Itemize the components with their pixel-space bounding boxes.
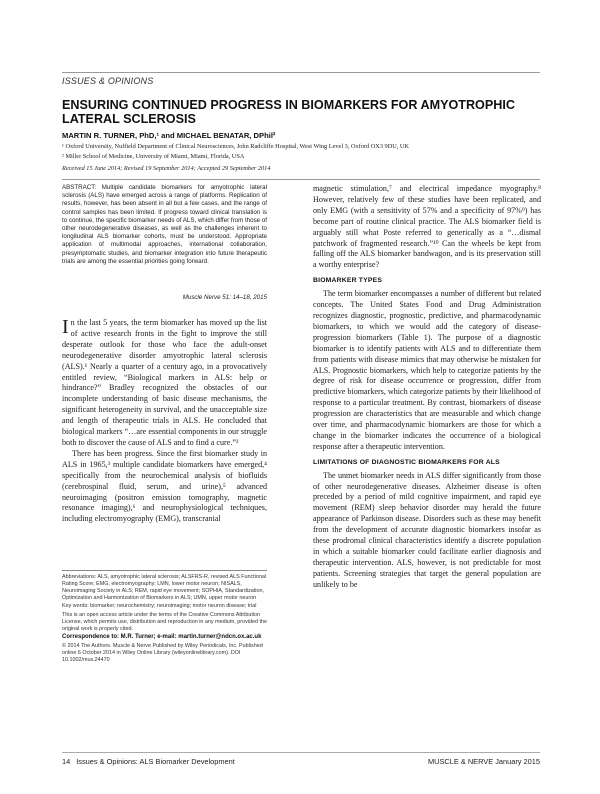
biomarker-types-paragraph: The term biomarker encompasses a number of different but related concepts. The United States Food and Drug Administration recognizes diagnostic, prognostic, predictive, and pharmacodynamic biomarkers, to which we would add the category of disease-progression biomarkers (Table 1). The purpose of a diagnostic biomarker is to identify patients with ALS and to differentiate them from patients with disease mimics that may otherwise be mistaken for ALS. Prognostic biomarkers, which help to categorize patients by the degree of risk for disease occurrence or progression, differ from predictive biomarkers, which categorize patients by their likelihood of response to a particular treatment. By contrast, biomarkers of disease progression are characteristics that are measurable and which change over time, and pharmacodynamic biomarkers are those for which a change in the biomarker indicates the occurrence of a biological response after a therapeutic intervention. [313,289,541,451]
article-title: ENSURING CONTINUED PROGRESS IN BIOMARKERS FOR AMYOTROPHIC LATERAL SCLEROSIS [62,98,515,126]
section-label: ISSUES & OPINIONS [62,76,154,86]
affiliation-2: ² Miller School of Medicine, University of Miami, Miami, Florida, USA [62,153,245,160]
license-note: This is an open access article under the terms of the Creative Commons Attribution License, which permits use, distribution and reproduction in any medium, provided the original work is properly cited. [62,611,267,632]
article-authors: MARTIN R. TURNER, PhD,¹ and MICHAEL BENATAR, DPhil² [62,131,276,140]
running-title: Issues & Opinions: ALS Biomarker Development [76,757,235,766]
top-rule [62,72,540,73]
affiliation-1: ¹ Oxford University, Nuffield Department of Clinical Neurosciences, John Radcliffe Hospital, West Wing Level 3, Oxford OX3 9DU, UK [62,143,410,150]
header-separator [62,179,540,180]
abstract: ABSTRACT: Multiple candidate biomarkers for amyotrophic lateral sclerosis (ALS) have emerged across a range of platforms. Replication of results, however, has been absent in all but a few cases, and the range of control samples has been limited. If progress toward clinical translation is to continue, the specific biomarker needs of ALS, which differ from those of other neurodegenerative diseases, as well as the challenges inherent to longitudinal ALS biomarker cohorts, must be understood. Appropriate application of multimodal approaches, international collaboration, presymptomatic studies, and biomarker integration into future therapeutic trials are among the essential priorities going forward. [62,184,267,265]
footer-right: MUSCLE & NERVE January 2015 [427,757,540,766]
limitations-paragraph: The unmet biomarker needs in ALS differ significantly from those of other neurodegenerative diseases. Alzheimer disease is often preceded by a period of mild cognitive impairment, and rapid eye movement (REM) sleep behavior disorder may herald the future appearance of Parkinson disease. Disorders such as these may benefit from the development of accurate diagnostic biomarkers insofar as these prodromal clinical characteristics identify a discrete population in which a suitable biomarker could facilitate earlier diagnosis and therapeutic intervention. ALS, however, is not predictable for most patients. Screening strategies that target the general population are unlikely to be [313,470,541,589]
body-column-right [313,184,541,591]
copyright-note: © 2014 The Authors. Muscle & Nerve Published by Wiley Periodicals, Inc. Published online 6 October 2014 in Wiley Online Library (wileyonlinelibrary.com). DOI 10.1002/mus.24470 [62,642,263,663]
intro-paragraph: In the last 5 years, the term biomarker has moved up the list of active research fronts in the fight to improve the still desperate outlook for those who face the adult-onset neurodegenerative disorder amyotrophic lateral sclerosis (ALS).¹ Nearly a quarter of a century ago, in a provocatively entitled review, “Biological markers in ALS: help or hindrance?” Bradley recognized the obstacles of our incomplete understanding of basic disease mechanisms, the significant heterogeneity in survival, and the unacceptable size and length of therapeutic trials in ALS. He concluded that biological markers “…are essential components in our struggle both to discover the cause of ALS and to find a cure.”² [62,316,267,447]
footer-rule [62,752,540,753]
received-dates: Received 15 June 2014; Revised 19 September 2014; Accepted 29 September 2014 [62,165,271,172]
footer-left [62,757,235,766]
footnote-rule [62,570,267,571]
abstract-citation: Muscle Nerve 51: 14–18, 2015 [182,294,267,301]
correspondence-note: Correspondence to: M.R. Turner; e-mail: martin.turner@ndcn.ox.ac.uk [62,634,262,641]
drop-cap: I [62,316,69,338]
progress-paragraph: There has been progress. Since the first biomarker study in ALS in 1965,³ multiple candidate biomarkers have emerged,⁴ specifically from the neurochemical analysis of biofluids (cerebrospinal fluid, serum, and urine),⁵ advanced neuroimaging (positron emission tomography, magnetic resonance imaging),⁶ and neurophysiological techniques, including electromyography (EMG), transcranial [62,448,267,524]
heading-limitations: LIMITATIONS OF DIAGNOSTIC BIOMARKERS FOR ALS [313,458,500,466]
heading-biomarker-types: BIOMARKER TYPES [313,277,383,285]
page-number: 14 [62,757,71,766]
body-column-left [62,318,267,525]
footnotes [62,574,267,665]
abbreviations-note: Abbreviations: ALS, amyotrophic lateral sclerosis; ALSFRS-R, revised ALS Functional Rating Score; EMG, electromyography; LMN, lower motor neuron; NISALS, Neuroimaging Society in ALS; REM, rapid eye movement; SOPHIA, Standardization, Optimization and Harmonization of Biomarkers in ALS; UMN, upper motor neuron [62,574,267,601]
keywords-note: Key words: biomarker; neurochemistry; neuroimaging; motor neuron disease; trial [62,603,257,610]
continued-paragraph: magnetic stimulation,⁷ and electrical impedance myography.⁸ However, relatively few of these studies have been replicated, and only EMG (with a sensitivity of 57% and a specificity of 97%⁹) has become part of routine clinical practice. The ALS biomarker field is arguably still what Poste referred to generically as a “…dismal patchwork of fragmented research.”¹⁰ Can the wheels be kept from falling off the ALS biomarker bandwagon, and is its preservation still a worthy enterprise? [313,184,541,270]
